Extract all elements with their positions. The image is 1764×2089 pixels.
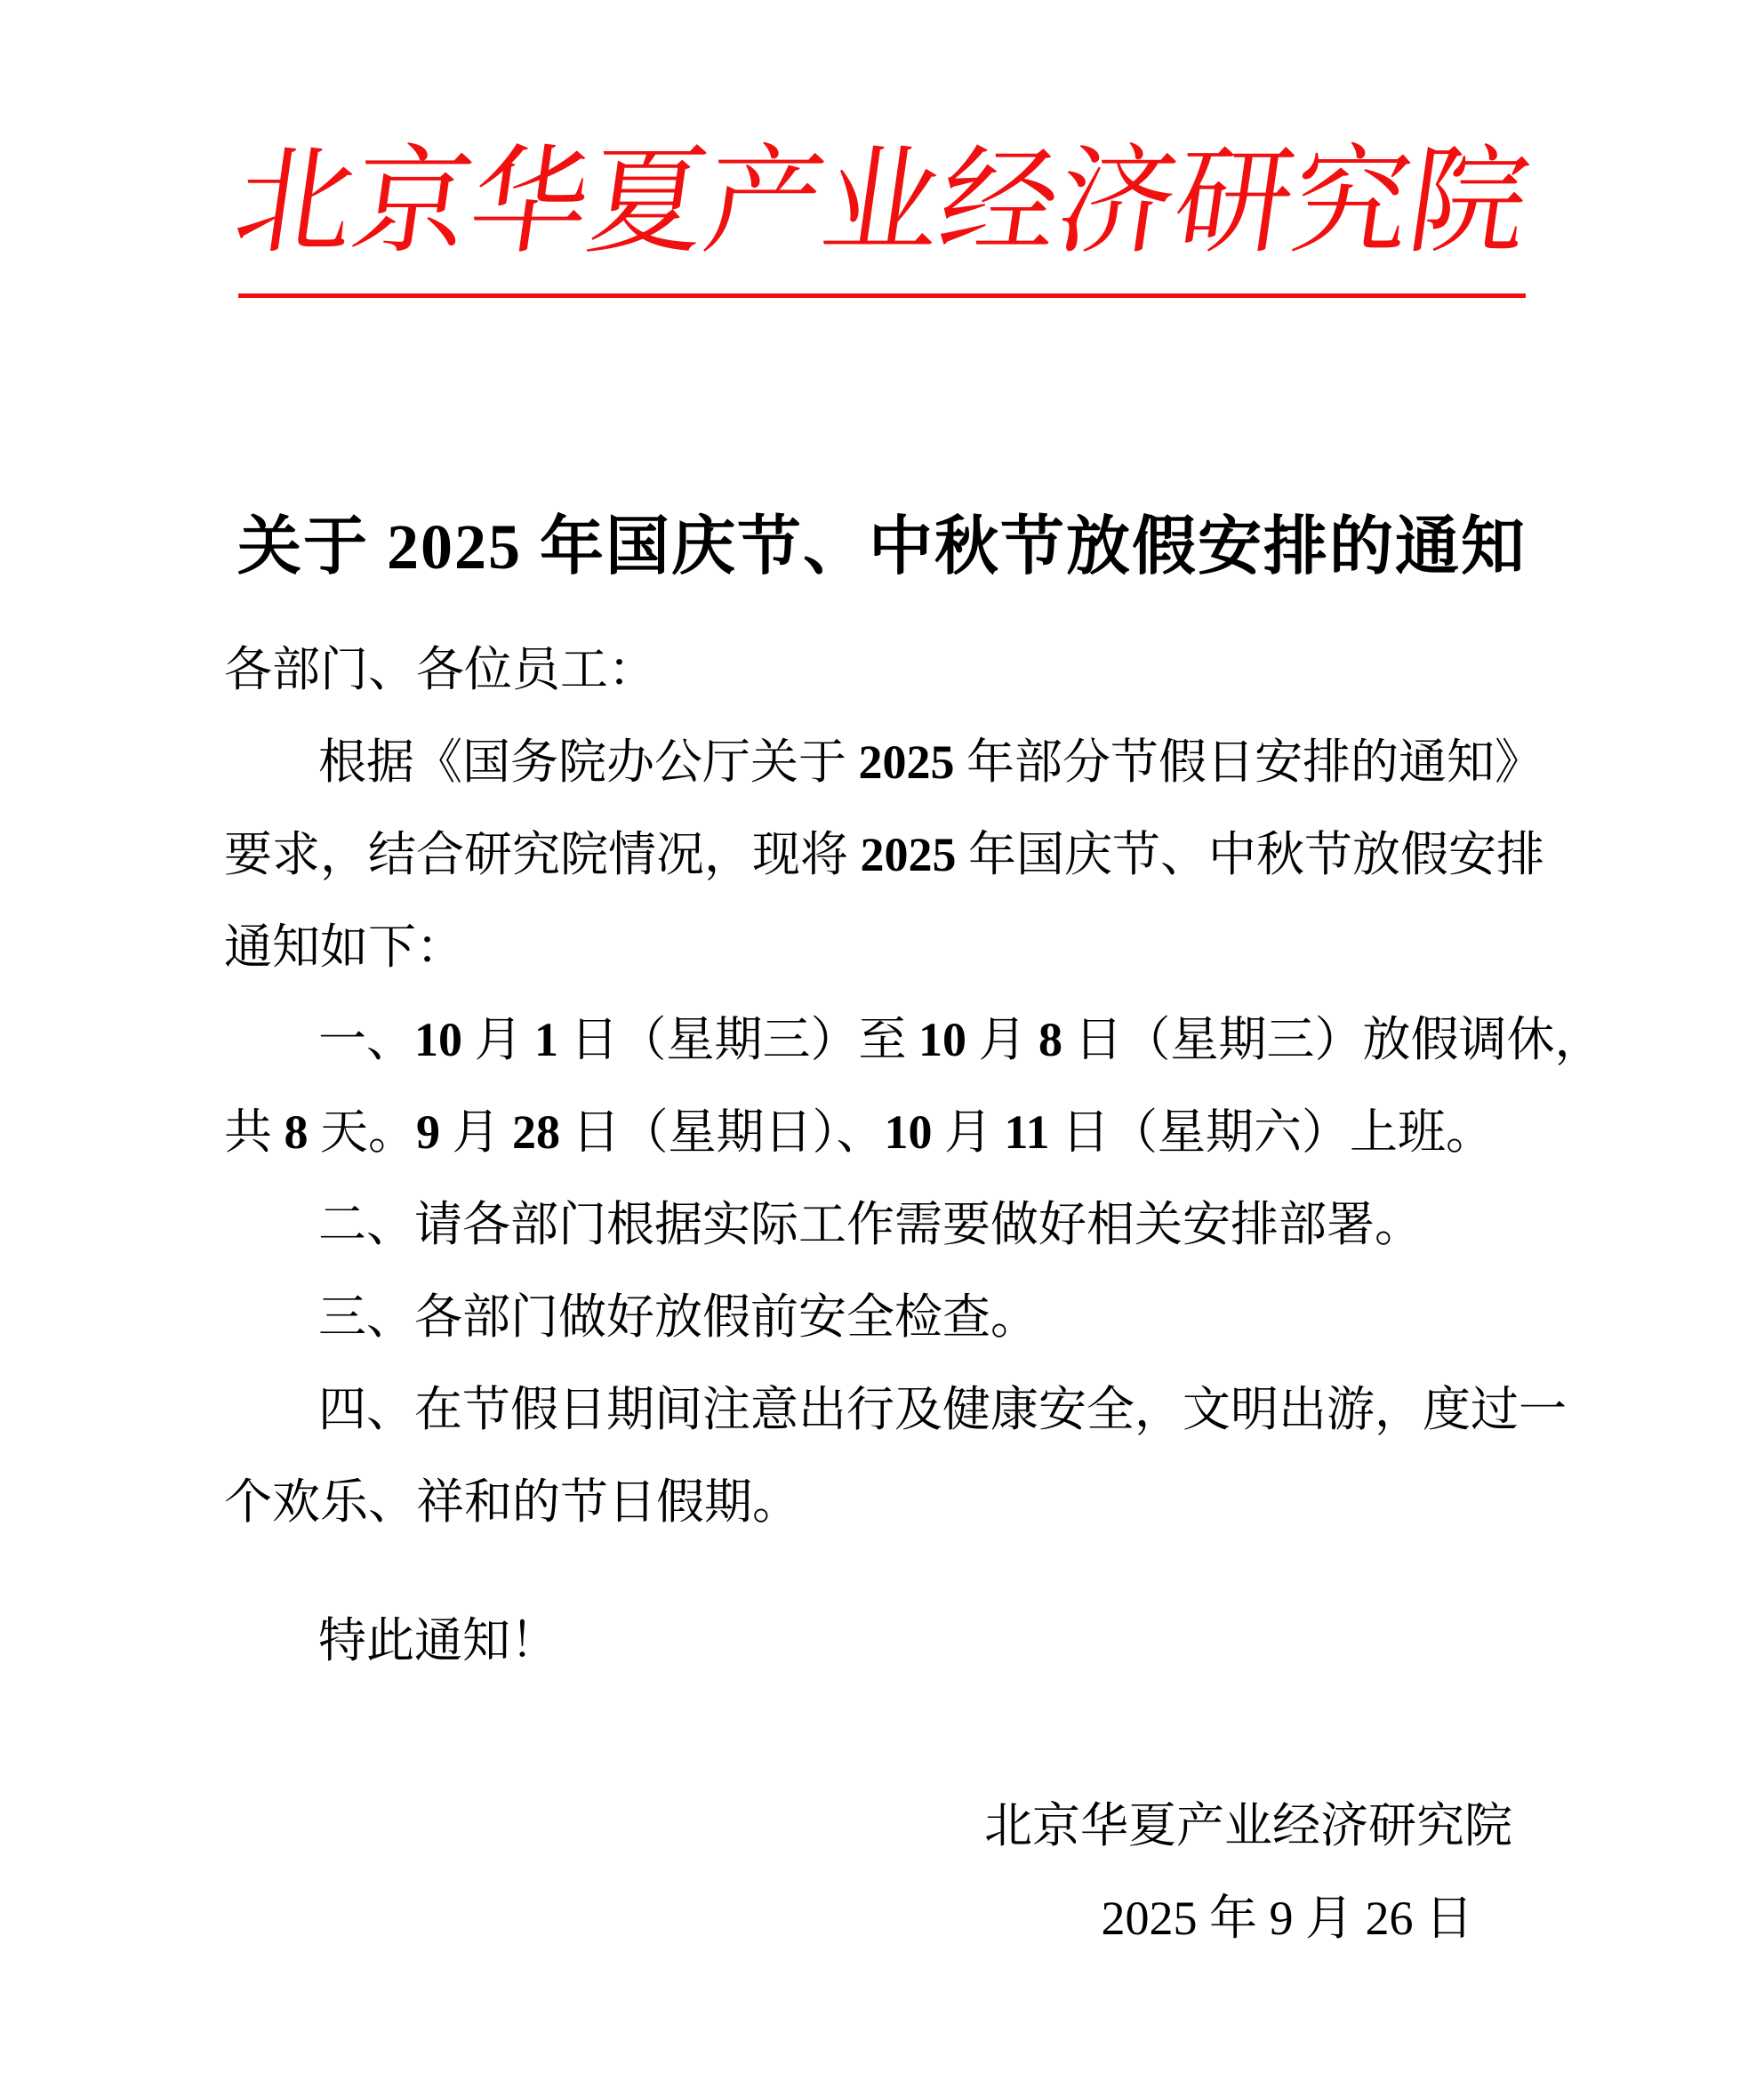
body-text: 三、各部门做好放假前安全检查。 xyxy=(318,1290,1038,1344)
body-line xyxy=(224,901,1544,993)
body-text: 二、请各部门根据实际工作需要做好相关安排部署。 xyxy=(318,1198,1423,1251)
numeral: 10 xyxy=(918,1013,966,1066)
numeral: 8 xyxy=(284,1105,309,1159)
body-text: 日（星期三）至 xyxy=(558,1013,918,1066)
body-text: 月 xyxy=(932,1105,1005,1159)
numeral: 11 xyxy=(1004,1105,1050,1159)
body-line xyxy=(224,716,1544,808)
salutation-line xyxy=(224,623,1544,716)
body-text: 日（星期三）放假调休， xyxy=(1062,1013,1603,1066)
numeral: 10 xyxy=(884,1105,933,1159)
body-line-item-4 xyxy=(224,1363,1567,1456)
body-line xyxy=(224,808,1544,901)
body-line-item-2 xyxy=(224,1178,1544,1271)
date-line xyxy=(224,1872,1544,1964)
body-text: 四、在节假日期间注意出行及健康安全，文明出游，度过一 xyxy=(318,1383,1567,1436)
body-text: 各部门、各位员工： xyxy=(224,643,656,696)
numeral: 1 xyxy=(534,1013,558,1066)
numeral: 8 xyxy=(1038,1013,1062,1066)
body-text: 月 xyxy=(440,1105,512,1159)
body-line-item-3 xyxy=(224,1271,1544,1363)
body-text: 一、 xyxy=(318,1013,414,1066)
body-text: 个欢乐、祥和的节日假期。 xyxy=(224,1475,800,1529)
body-text: 月 xyxy=(462,1013,534,1066)
body-text: 日（星期六）上班。 xyxy=(1049,1105,1495,1159)
numeral: 28 xyxy=(512,1105,560,1159)
numeral: 9 xyxy=(416,1105,440,1159)
signature-text: 北京华夏产业经济研究院 xyxy=(984,1799,1512,1852)
body-text: 根据《国务院办公厅关于 xyxy=(318,735,859,789)
header-divider xyxy=(238,293,1526,298)
body-text: 月 xyxy=(966,1013,1038,1066)
body-text: 天。 xyxy=(308,1105,416,1159)
closing-line xyxy=(224,1595,1544,1687)
body-text: 共 xyxy=(224,1105,285,1159)
body-text: 特此通知！ xyxy=(318,1614,558,1667)
body-text: 日（星期日）、 xyxy=(560,1105,885,1159)
body-text: 要求，结合研究院情况，现将 xyxy=(224,828,861,881)
numeral: 2025 xyxy=(858,735,955,789)
date-text: 2025 年 9 月 26 日 xyxy=(1101,1892,1473,1945)
notice-title: 关于 2025 年国庆节、中秋节放假安排的通知 xyxy=(237,511,1527,583)
body-text: 年国庆节、中秋节放假安排 xyxy=(956,828,1544,881)
body-line xyxy=(224,1086,1544,1178)
body-line-item-1 xyxy=(224,993,1603,1086)
org-header: 北京华夏产业经济研究院 xyxy=(227,137,1537,268)
numeral: 10 xyxy=(414,1013,462,1066)
body-line xyxy=(224,1456,1544,1548)
notice-body xyxy=(224,623,1603,1964)
body-text: 通知如下： xyxy=(224,920,464,974)
numeral: 2025 xyxy=(860,828,957,881)
body-text: 年部分节假日安排的通知》 xyxy=(954,735,1543,789)
signature-line xyxy=(224,1780,1544,1872)
